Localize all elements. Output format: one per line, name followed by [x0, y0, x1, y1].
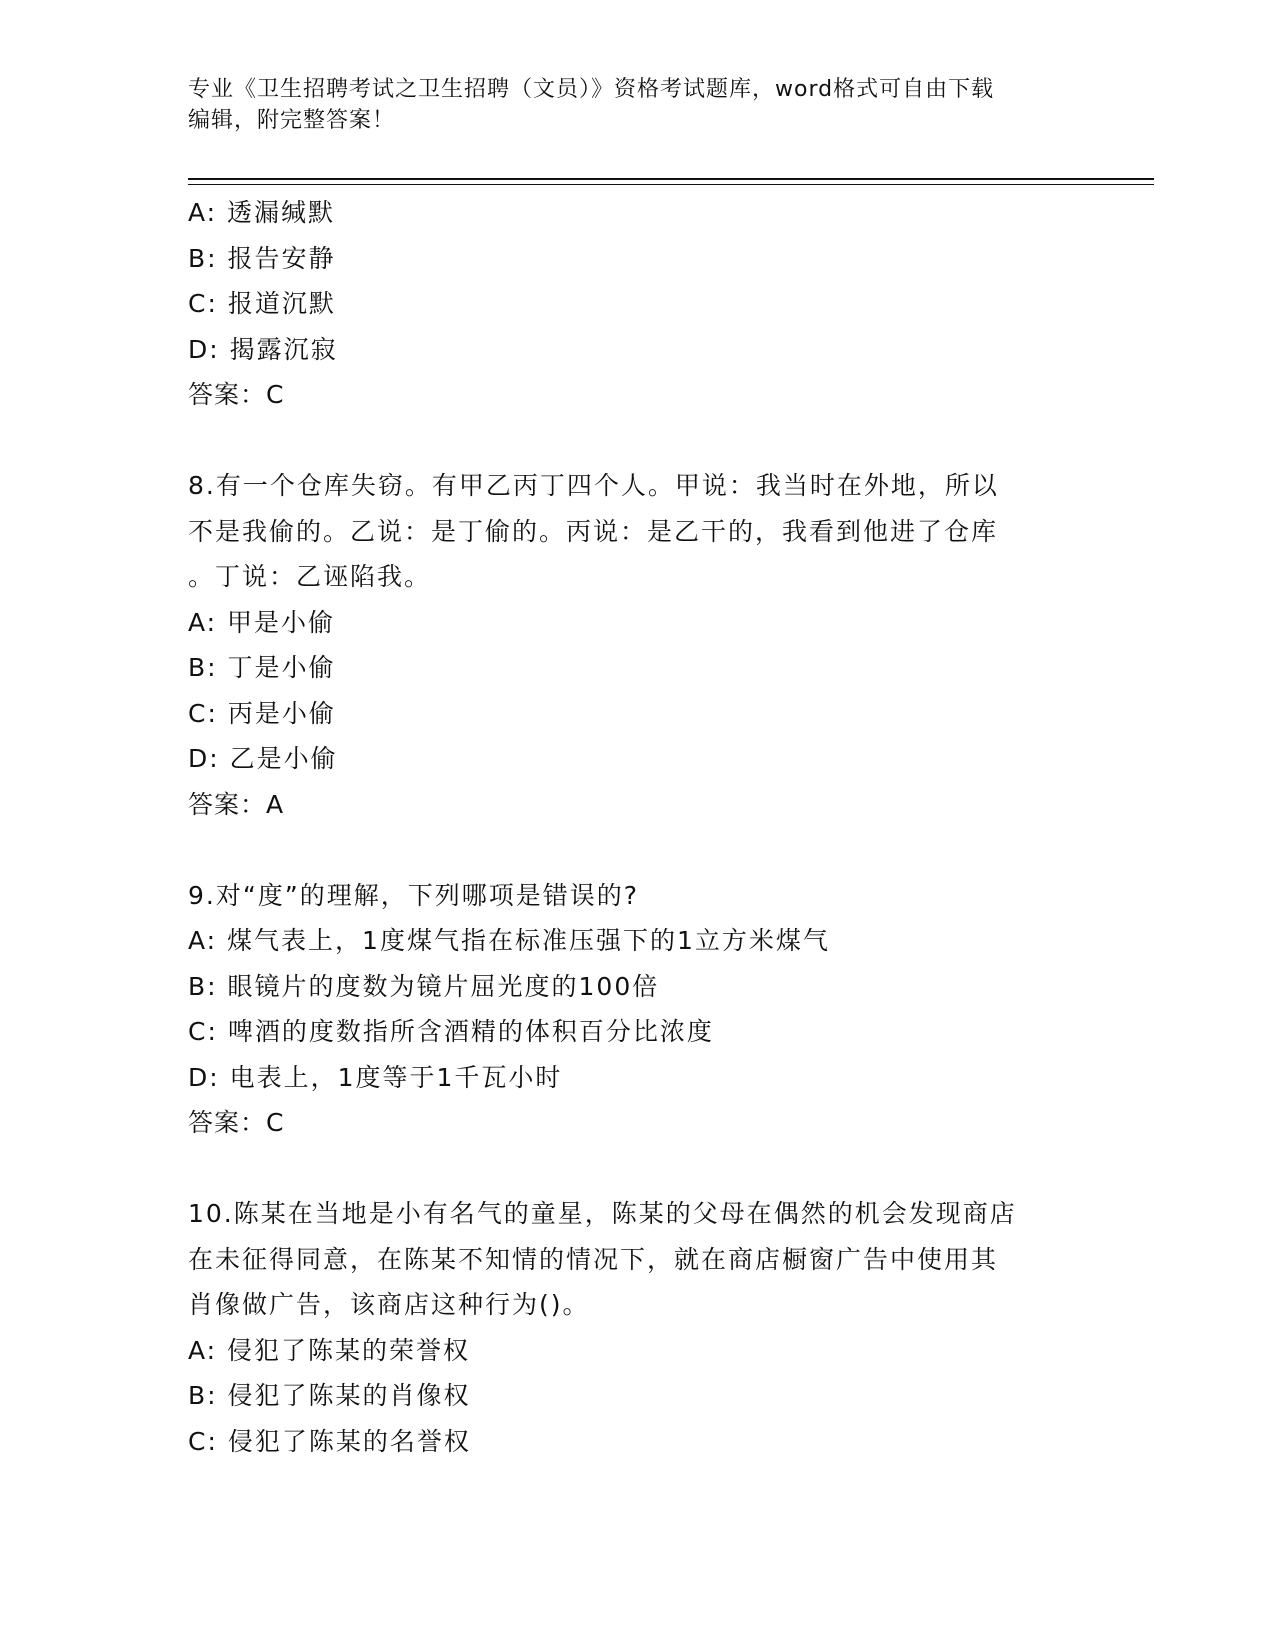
- option-a: A: 透漏缄默: [188, 198, 336, 227]
- option-b: B: 报告安静: [188, 243, 336, 273]
- option-c: C: 啤酒的度数指所含酒精的体积百分比浓度: [188, 1017, 714, 1046]
- question-stem-line: 9.对“度”的理解，下列哪项是错误的?: [188, 880, 640, 910]
- answer-line: 答案：A: [188, 789, 285, 819]
- question-list: [188, 190, 1088, 1464]
- option-c: C: 报道沉默: [188, 289, 336, 318]
- option-b: B: 丁是小偷: [188, 653, 336, 682]
- question-block-8: [188, 463, 1088, 827]
- header-line-2: 编辑，附完整答案！: [188, 108, 396, 133]
- option-a: A: 煤气表上，1度煤气指在标准压强下的1立方米煤气: [188, 926, 830, 955]
- option-d: D: 电表上，1度等于1千瓦小时: [188, 1062, 563, 1092]
- answer-line: 答案：C: [188, 380, 285, 409]
- question-stem-line: 不是我偷的。乙说：是丁偷的。丙说：是乙干的，我看到他进了仓库: [188, 516, 999, 546]
- page-header: [188, 74, 1088, 136]
- question-block-10: [188, 1191, 1088, 1464]
- question-stem-line: 在未征得同意，在陈某不知情的情况下，就在商店橱窗广告中使用其: [188, 1244, 999, 1274]
- option-b: B: 眼镜片的度数为镜片屈光度的100倍: [188, 971, 660, 1001]
- question-block-9: [188, 873, 1088, 1146]
- block-spacer: [188, 1146, 1088, 1192]
- question-stem-line: 10.陈某在当地是小有名气的童星，陈某的父母在偶然的机会发现商店: [188, 1199, 1017, 1228]
- answer-line: 答案：C: [188, 1108, 285, 1137]
- option-a: A: 侵犯了陈某的荣誉权: [188, 1335, 471, 1365]
- option-a: A: 甲是小偷: [188, 607, 336, 637]
- block-spacer: [188, 418, 1088, 464]
- header-line-1: 专业《卫生招聘考试之卫生招聘（文员）》资格考试题库，word格式可自由下载: [188, 77, 995, 102]
- question-stem-line: 肖像做广告，该商店这种行为()。: [188, 1290, 590, 1319]
- option-c: C: 侵犯了陈某的名誉权: [188, 1426, 471, 1456]
- block-spacer: [188, 827, 1088, 873]
- option-d: D: 乙是小偷: [188, 744, 338, 773]
- header-divider: [188, 178, 1154, 185]
- option-d: D: 揭露沉寂: [188, 334, 338, 364]
- option-c: C: 丙是小偷: [188, 698, 336, 728]
- question-block-7: [188, 190, 1088, 418]
- question-stem-line: 8.有一个仓库失窃。有甲乙丙丁四个人。甲说：我当时在外地，所以: [188, 471, 999, 500]
- question-stem-line: 。丁说：乙诬陷我。: [188, 562, 432, 591]
- option-b: B: 侵犯了陈某的肖像权: [188, 1381, 471, 1410]
